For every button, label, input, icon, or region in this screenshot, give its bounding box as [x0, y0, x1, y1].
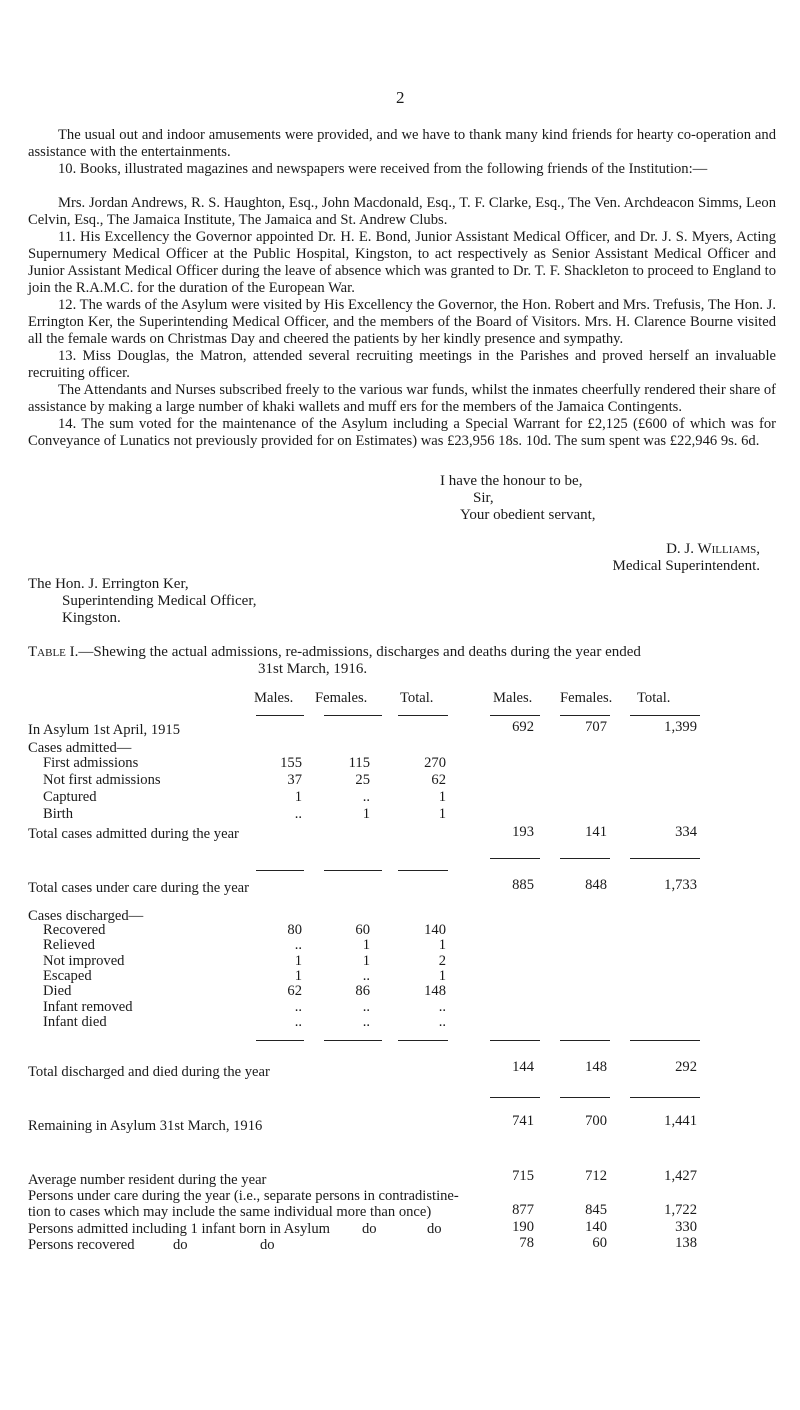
cell-persons-admitted-total: 330	[675, 1219, 697, 1235]
cell-persons-recovered-females: 60	[592, 1235, 607, 1251]
ditto-persons-recovered-1: do	[173, 1237, 188, 1253]
admitted-cell-females: 115	[348, 755, 370, 771]
admitted-row-label: Birth	[43, 806, 73, 822]
admitted-cell-females: 1	[362, 806, 370, 822]
table-caption: Table I.—Shewing the actual admissions, re-admissions, discharges and deaths during the year ended	[28, 644, 641, 660]
discharged-row-label: Infant died	[43, 1013, 107, 1030]
discharged-cell-total: 140	[424, 922, 446, 938]
header-females-2: Females.	[560, 690, 613, 706]
admitted-cell-total: 270	[424, 755, 446, 771]
admitted-cell-total: 1	[438, 789, 446, 805]
discharged-row-label: Relieved	[43, 937, 95, 954]
admitted-cell-males: 37	[287, 772, 302, 788]
cell-in-asylum-total: 1,399	[664, 719, 697, 735]
admitted-cell-total: 1	[438, 806, 446, 822]
paragraph-appointments: 11. His Excellency the Governor appointed Dr. H. E. Bond, Junior Assistant Medical Officer, and Dr. J. S. Myers, Acting Supernumery Medical Officer at the Public Hospital, Kingston, to act respectively as Senior Assistant Medical Officer and Junior Assistant Medical Officer during the leave of absence which was granted to Dr. T. F. Shackleton to proceed to England to join the R.A.M.C. for the duration of the European War.	[28, 229, 776, 296]
paragraph-amusements: The usual out and indoor amusements were provided, and we have to thank many kind friends for hearty co-operation and assistance with the entertainments.	[28, 127, 776, 160]
closing-line-3: Your obedient servant,	[460, 507, 596, 523]
discharged-cell-total: 148	[424, 983, 446, 1000]
cell-persons-recovered-males: 78	[519, 1235, 534, 1251]
addressee-line-1: The Hon. J. Errington Ker,	[28, 576, 189, 592]
cell-persons-recovered-total: 138	[675, 1235, 697, 1251]
header-females-1: Females.	[315, 690, 368, 706]
cell-under-care-males: 885	[512, 877, 534, 893]
discharged-row-label: Not improved	[43, 952, 125, 969]
discharged-cell-males: 1	[294, 967, 302, 984]
discharged-cell-total: 1	[438, 937, 446, 954]
cell-average-males: 715	[512, 1168, 534, 1184]
cell-total-discharged-females: 148	[585, 1059, 607, 1075]
discharged-cell-females: 1	[362, 937, 370, 954]
table-caption-date: 31st March, 1916.	[258, 661, 368, 677]
ditto-persons-recovered-2: do	[260, 1237, 275, 1253]
cell-persons-admitted-females: 140	[585, 1219, 607, 1235]
discharged-cell-total: 1	[438, 967, 446, 984]
cell-persons-admitted-males: 190	[512, 1219, 534, 1235]
signature-title: Medical Superintendent.	[612, 558, 760, 574]
row-label-average: Average number resident during the year	[28, 1172, 267, 1188]
discharged-cell-females: ..	[362, 967, 370, 984]
cell-remaining-total: 1,441	[664, 1113, 697, 1129]
closing-line-1: I have the honour to be,	[440, 473, 583, 489]
row-label-persons-admitted: Persons admitted including 1 infant born in Asylum	[28, 1221, 330, 1237]
discharged-cell-males: ..	[294, 1013, 302, 1030]
admitted-row-label: Captured	[43, 789, 97, 805]
cell-in-asylum-males: 692	[512, 719, 534, 735]
cell-remaining-males: 741	[512, 1113, 534, 1129]
signature: D. J. Williams,	[666, 541, 760, 557]
cell-average-females: 712	[585, 1168, 607, 1184]
addressee-line-3: Kingston.	[62, 610, 121, 626]
cell-total-admitted-females: 141	[585, 824, 607, 840]
paragraph-matron: 13. Miss Douglas, the Matron, attended several recruiting meetings in the Parishes and proved herself an invaluable recruiting officer.	[28, 348, 776, 381]
row-label-total-discharged: Total discharged and died during the year	[28, 1064, 270, 1080]
discharged-cell-females: ..	[362, 998, 370, 1015]
header-total-2: Total.	[637, 690, 671, 706]
cell-total-admitted-total: 334	[675, 824, 697, 840]
cell-average-total: 1,427	[664, 1168, 697, 1184]
paragraph-visits: 12. The wards of the Asylum were visited by His Excellency the Governor, the Hon. Robert and Mrs. Trefusis, The Hon. J. Errington Ker, the Superintending Medical Officer, and the members of the Board of Visitors. Mrs. H. Clarence Bourne visited all the female wards on Christmas Day and cheered the patients by her kindly presence and sympathy.	[28, 297, 776, 347]
ditto-persons-admitted-1: do	[362, 1221, 377, 1237]
discharged-cell-males: ..	[294, 998, 302, 1015]
admitted-cell-females: ..	[362, 789, 370, 805]
header-males-2: Males.	[493, 690, 533, 706]
row-label-in-asylum: In Asylum 1st April, 1915	[28, 722, 181, 738]
paragraph-donors: Mrs. Jordan Andrews, R. S. Haughton, Esq., John Macdonald, Esq., T. F. Clarke, Esq., The Ven. Archdeacon Simms, Leon Celvin, Esq., The Jamaica Institute, The Jamaica and St. Andrew Clubs.	[28, 195, 776, 228]
discharged-cell-females: 1	[362, 952, 370, 969]
admitted-row-label: Not first admissions	[43, 772, 161, 788]
discharged-row-label: Died	[43, 983, 72, 1000]
discharged-row-label: Infant removed	[43, 998, 133, 1015]
paragraph-books: 10. Books, illustrated magazines and newspapers were received from the following friends of the Institution:—	[58, 161, 708, 177]
row-label-remaining: Remaining in Asylum 31st March, 1916	[28, 1118, 263, 1134]
cell-total-discharged-males: 144	[512, 1059, 534, 1075]
row-label-persons-recovered: Persons recovered	[28, 1237, 135, 1253]
discharged-row-label: Recovered	[43, 922, 106, 938]
discharged-cell-total: 2	[438, 952, 446, 969]
discharged-cell-total: ..	[438, 1013, 446, 1030]
row-label-persons-care-1: Persons under care during the year (i.e., separate persons in contradistine-	[28, 1188, 459, 1204]
admitted-heading: Cases admitted—	[28, 740, 132, 756]
header-males-1: Males.	[254, 690, 294, 706]
cell-total-admitted-males: 193	[512, 824, 534, 840]
discharged-cell-males: ..	[294, 937, 302, 954]
admitted-cell-males: 1	[294, 789, 302, 805]
paragraph-attendants: The Attendants and Nurses subscribed freely to the various war funds, whilst the inmates cheerfully rendered their share of assistance by making a large number of khaki wallets and muff ers for the members of the Jamaica Contingents.	[28, 382, 776, 415]
discharged-cell-males: 62	[287, 983, 302, 1000]
cell-under-care-total: 1,733	[664, 877, 697, 893]
paragraph-finance: 14. The sum voted for the maintenance of the Asylum including a Special Warrant for £2,125 (£600 of which was for Conveyance of Lunatics not previously provided for on Estimates) was £23,956 18s. 10d. The sum spent was £22,946 9s. 6d.	[28, 416, 776, 449]
cell-remaining-females: 700	[585, 1113, 607, 1129]
discharged-cell-males: 1	[294, 952, 302, 969]
admitted-cell-males: 155	[280, 755, 302, 771]
cell-persons-care-males: 877	[512, 1202, 534, 1218]
page-number: 2	[396, 88, 405, 107]
cell-in-asylum-females: 707	[585, 719, 607, 735]
row-label-under-care: Total cases under care during the year	[28, 880, 250, 896]
admitted-row-label: First admissions	[43, 755, 139, 771]
admitted-cell-total: 62	[431, 772, 446, 788]
admitted-cell-males: ..	[294, 806, 302, 822]
discharged-cell-males: 80	[287, 922, 302, 938]
closing-line-2: Sir,	[473, 490, 494, 506]
addressee-line-2: Superintending Medical Officer,	[62, 593, 257, 609]
cell-total-discharged-total: 292	[675, 1059, 697, 1075]
discharged-heading: Cases discharged—	[28, 908, 144, 924]
cell-persons-care-total: 1,722	[664, 1202, 697, 1218]
cell-persons-care-females: 845	[585, 1202, 607, 1218]
header-total-1: Total.	[400, 690, 434, 706]
row-label-persons-care-2: tion to cases which may include the same individual more than once)	[28, 1204, 432, 1220]
discharged-cell-females: 60	[355, 922, 370, 938]
cell-under-care-females: 848	[585, 877, 607, 893]
ditto-persons-admitted-2: do	[427, 1221, 442, 1237]
discharged-row-label: Escaped	[43, 967, 92, 984]
admitted-cell-females: 25	[355, 772, 370, 788]
discharged-cell-total: ..	[438, 998, 446, 1015]
discharged-cell-females: 86	[355, 983, 370, 1000]
row-label-total-admitted: Total cases admitted during the year	[28, 826, 239, 842]
discharged-cell-females: ..	[362, 1013, 370, 1030]
